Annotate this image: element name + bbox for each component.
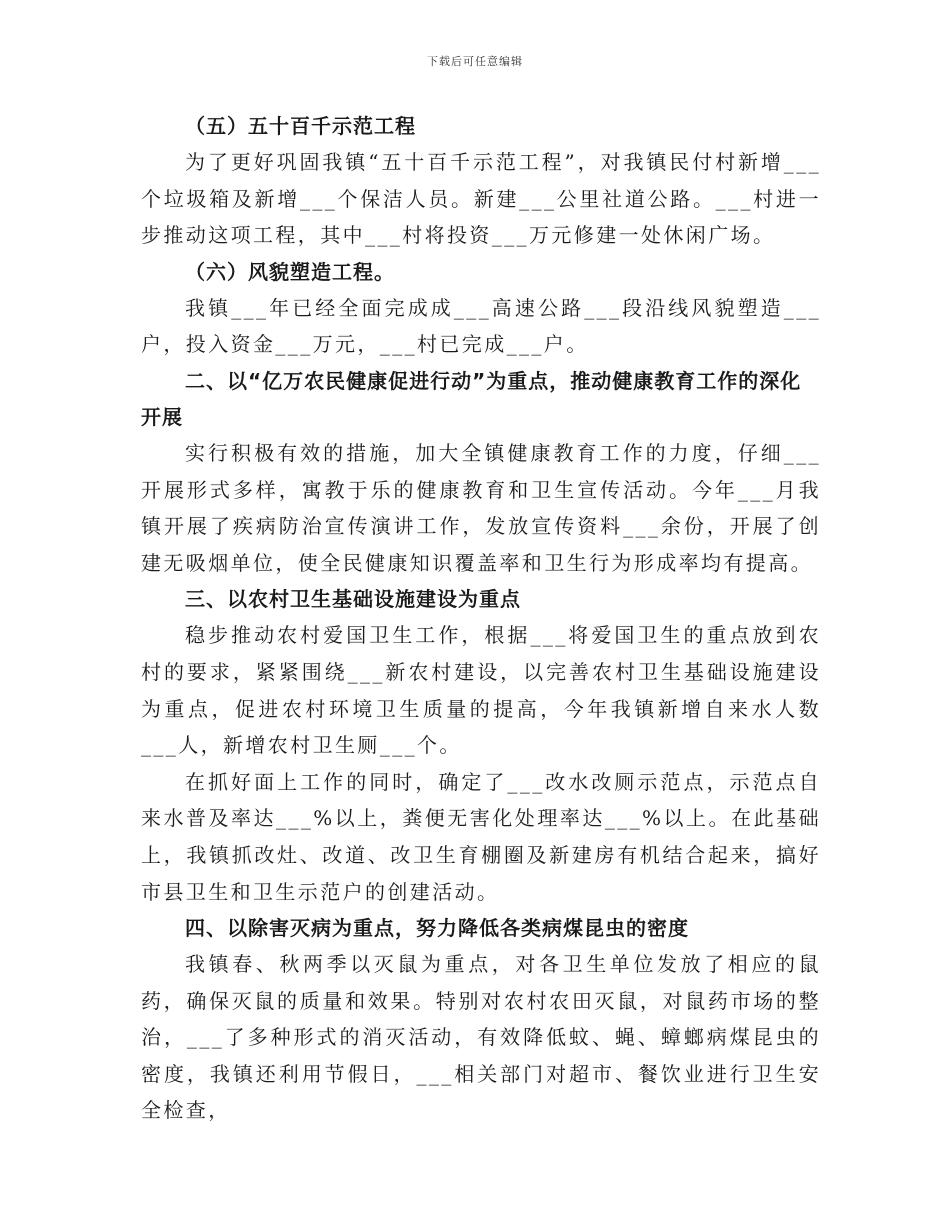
section-5-paragraph: 为了更好巩固我镇“五十百千示范工程”，对我镇民付村新增___个垃圾箱及新增___个保洁人员。新建___公里社道公路。___村进一步推动这项工程，其中___村将投资___万元修建一处休闲广场。 [141, 150, 821, 248]
section-heading-3: 三、以农村卫生基础设施建设为重点 [185, 587, 521, 612]
section-heading-2: 二、以“亿万农民健康促进行动”为重点，推动健康教育工作的深化开展 [141, 368, 802, 429]
section-3-paragraph-1: 稳步推动农村爱国卫生工作，根据___将爱国卫生的重点放到农村的要求，紧紧围绕___新农村建设，以完善农村卫生基础设施建设为重点，促进农村环境卫生质量的提高，今年我镇新增自来水人数___人，新增农村卫生厕___个。 [141, 623, 821, 758]
section-heading-5: （五）五十百千示范工程 [185, 114, 416, 138]
section-2-paragraph: 实行积极有效的措施，加大全镇健康教育工作的力度，仔细___开展形式多样，寓教于乐的健康教育和卫生宣传活动。今年___月我镇开展了疾病防治宣传演讲工作，发放宣传资料___余份，开展了创建无吸烟单位，使全民健康知识覆盖率和卫生行为形成率均有提高。 [141, 440, 821, 575]
section-4-paragraph: 我镇春、秋两季以灭鼠为重点，对各卫生单位发放了相应的鼠药，确保灭鼠的质量和效果。特别对农村农田灭鼠，对鼠药市场的整治，___了多种形式的消灭活动，有效降低蚊、蝇、蟑螂病煤昆虫的密度，我镇还利用节假日，___相关部门对超市、餐饮业进行卫生安全检查， [141, 952, 821, 1123]
section-heading-6: （六）风貌塑造工程。 [185, 259, 395, 284]
section-6-paragraph: 我镇___年已经全面完成成___高速公路___段沿线风貌塑造___户，投入资金___万元，___村已完成___户。 [141, 295, 821, 357]
document-body [141, 108, 821, 1129]
page-header-note: 下载后可任意编辑 [427, 55, 523, 68]
section-3-paragraph-2: 在抓好面上工作的同时，确定了___改水改厕示范点，示范点自来水普及率达___%以上，粪便无害化处理率达___%以上。在此基础上，我镇抓改灶、改道、改卫生育棚圈及新建房有机结合起来，搞好市县卫生和卫生示范户的创建活动。 [141, 769, 821, 904]
section-heading-4: 四、以除害灭病为重点，努力降低各类病煤昆虫的密度 [185, 916, 689, 941]
